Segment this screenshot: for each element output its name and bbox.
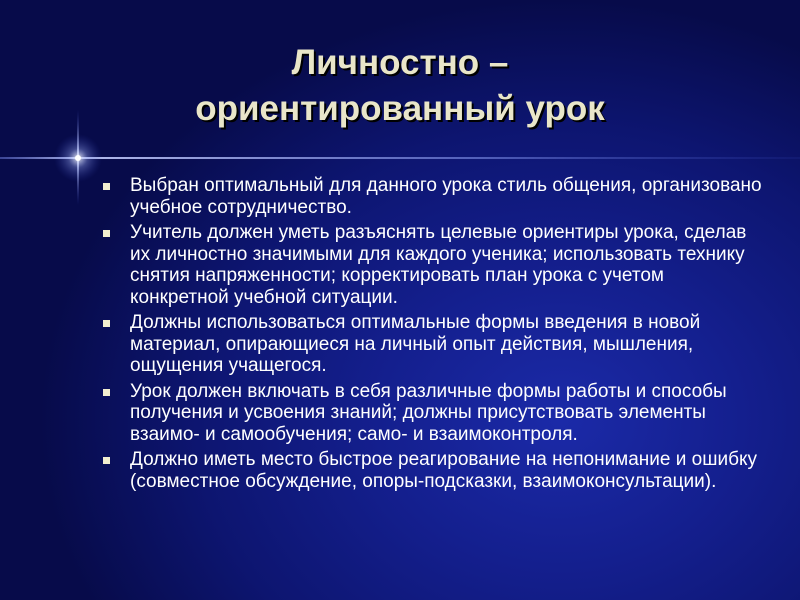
bullet-text: Должны использоваться оптимальные формы введения в новой материал, опирающиеся на личный опыт действия, мышления, ощущения учащегося. xyxy=(130,312,701,376)
title-line-1: Личностно – xyxy=(291,43,509,82)
square-bullet-icon xyxy=(103,230,110,237)
bullet-text: Учитель должен уметь разъяснять целевые ориентиры урока, сделав их личностно значимыми для каждого ученика; использовать технику снятия напряженности; корректировать план урока с учетом конкретной учебной ситуации. xyxy=(130,222,747,308)
bullet-item xyxy=(103,222,763,308)
square-bullet-icon xyxy=(103,183,110,190)
sparkle-core xyxy=(75,155,81,161)
bullet-item xyxy=(103,449,763,492)
bullet-text: Урок должен включать в себя различные формы работы и способы получения и усвоения знаний; должны присутствовать элементы взаимо- и самообучения; само- и взаимоконтроля. xyxy=(130,380,727,445)
sparkle-glow xyxy=(54,134,102,182)
bullet-item xyxy=(103,312,763,377)
bullet-text: Выбран оптимальный для данного урока стиль общения, организовано учебное сотрудничество. xyxy=(130,175,762,218)
square-bullet-icon xyxy=(103,389,110,396)
bullet-text: Должно иметь место быстрое реагирование на непонимание и ошибку (совместное обсуждение, опоры-подсказки, взаимоконсультации). xyxy=(130,449,757,492)
bullet-list xyxy=(103,175,763,496)
slide-title xyxy=(0,40,800,132)
square-bullet-icon xyxy=(103,320,110,327)
horizontal-light-line xyxy=(0,157,800,159)
title-line-2: ориентированный урок xyxy=(195,89,605,128)
bullet-item xyxy=(103,381,763,446)
bullet-item xyxy=(103,175,763,218)
square-bullet-icon xyxy=(103,457,110,464)
